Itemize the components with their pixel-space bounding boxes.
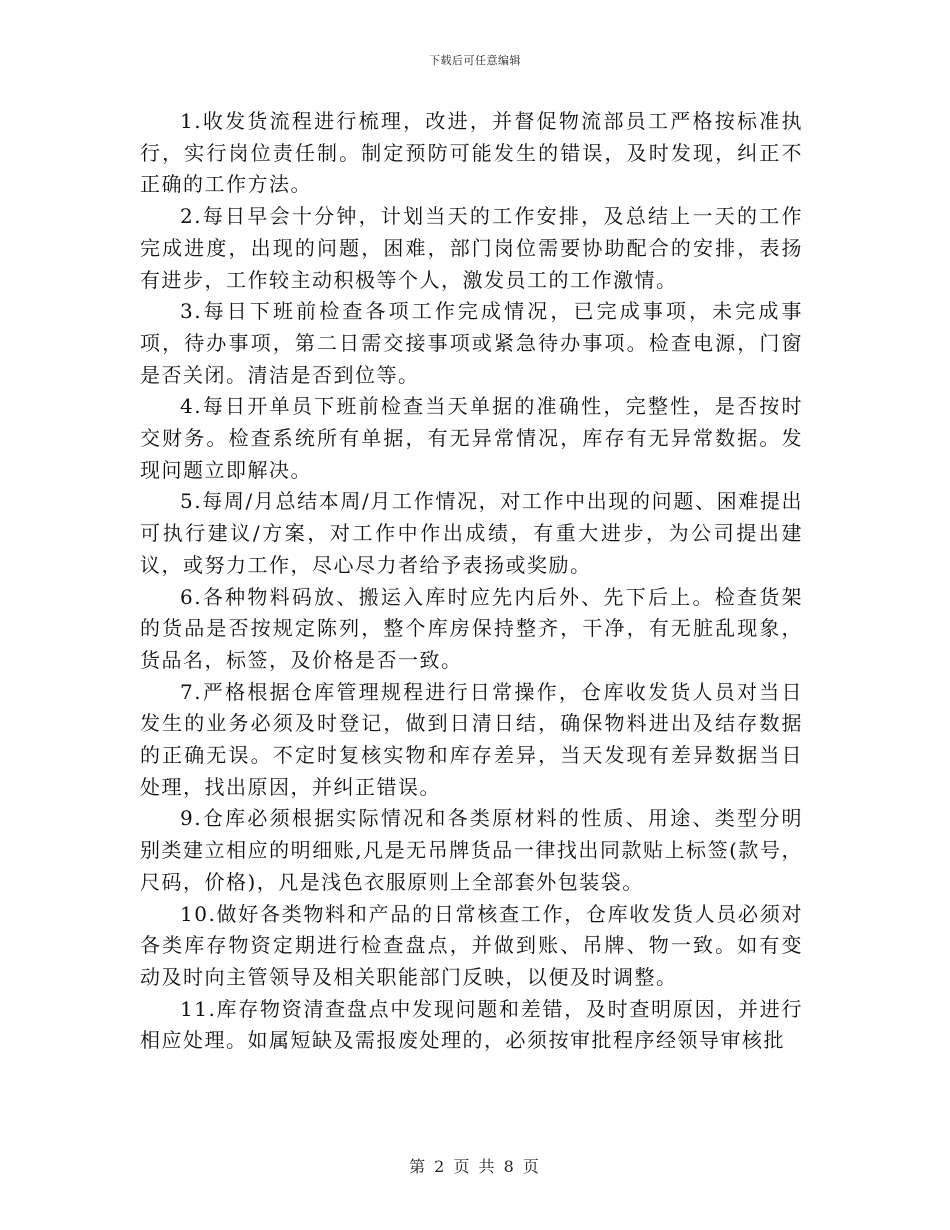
paragraph-2: 2.每日早会十分钟，计划当天的工作安排，及总结上一天的工作完成进度，出现的问题，困难，部门岗位需要协助配合的安排，表扬有进步，工作较主动积极等个人，激发员工的工作激情。 (140, 204, 803, 292)
paragraph-11: 11.库存物资清查盘点中发现问题和差错，及时查明原因，并进行相应处理。如属短缺及需报废处理的，必须按审批程序经领导审核批 (140, 996, 803, 1053)
page-header: 下载后可任意编辑 (429, 54, 521, 67)
page-number: 第 2 页 共 8 页 (409, 1157, 541, 1176)
paragraph-10: 10.做好各类物料和产品的日常核查工作，仓库收发货人员必须对各类库存物资定期进行检查盘点，并做到账、吊牌、物一致。如有变动及时向主管领导及相关职能部门反映，以便及时调整。 (140, 901, 803, 989)
paragraph-3: 3.每日下班前检查各项工作完成情况，已完成事项，未完成事项，待办事项，第二日需交接事项或紧急待办事项。检查电源，门窗是否关闭。清洁是否到位等。 (140, 299, 803, 387)
paragraph-4: 4.每日开单员下班前检查当天单据的准确性，完整性，是否按时交财务。检查系统所有单据，有无异常情况，库存有无异常数据。发现问题立即解决。 (140, 394, 803, 482)
paragraph-1: 1.收发货流程进行梳理，改进，并督促物流部员工严格按标准执行，实行岗位责任制。制定预防可能发生的错误，及时发现，纠正不正确的工作方法。 (140, 109, 803, 197)
paragraph-5: 5.每周/月总结本周/月工作情况，对工作中出现的问题、困难提出可执行建议/方案，对工作中作出成绩，有重大进步，为公司提出建议，或努力工作，尽心尽力者给予表扬或奖励。 (140, 489, 803, 577)
paragraph-7: 7.严格根据仓库管理规程进行日常操作，仓库收发货人员对当日发生的业务必须及时登记，做到日清日结，确保物料进出及结存数据的正确无误。不定时复核实物和库存差异，当天发现有差异数据当日处理，找出原因，并纠正错误。 (140, 679, 803, 799)
paragraph-9: 9.仓库必须根据实际情况和各类原材料的性质、用途、类型分明别类建立相应的明细账,凡是无吊牌货品一律找出同款贴上标签(款号，尺码，价格)，凡是浅色衣服原则上全部套外包装袋。 (140, 806, 803, 894)
document-body (140, 106, 803, 1057)
paragraph-6: 6.各种物料码放、搬运入库时应先内后外、先下后上。检查货架的货品是否按规定陈列，整个库房保持整齐，干净，有无脏乱现象，货品名，标签，及价格是否一致。 (140, 584, 803, 672)
